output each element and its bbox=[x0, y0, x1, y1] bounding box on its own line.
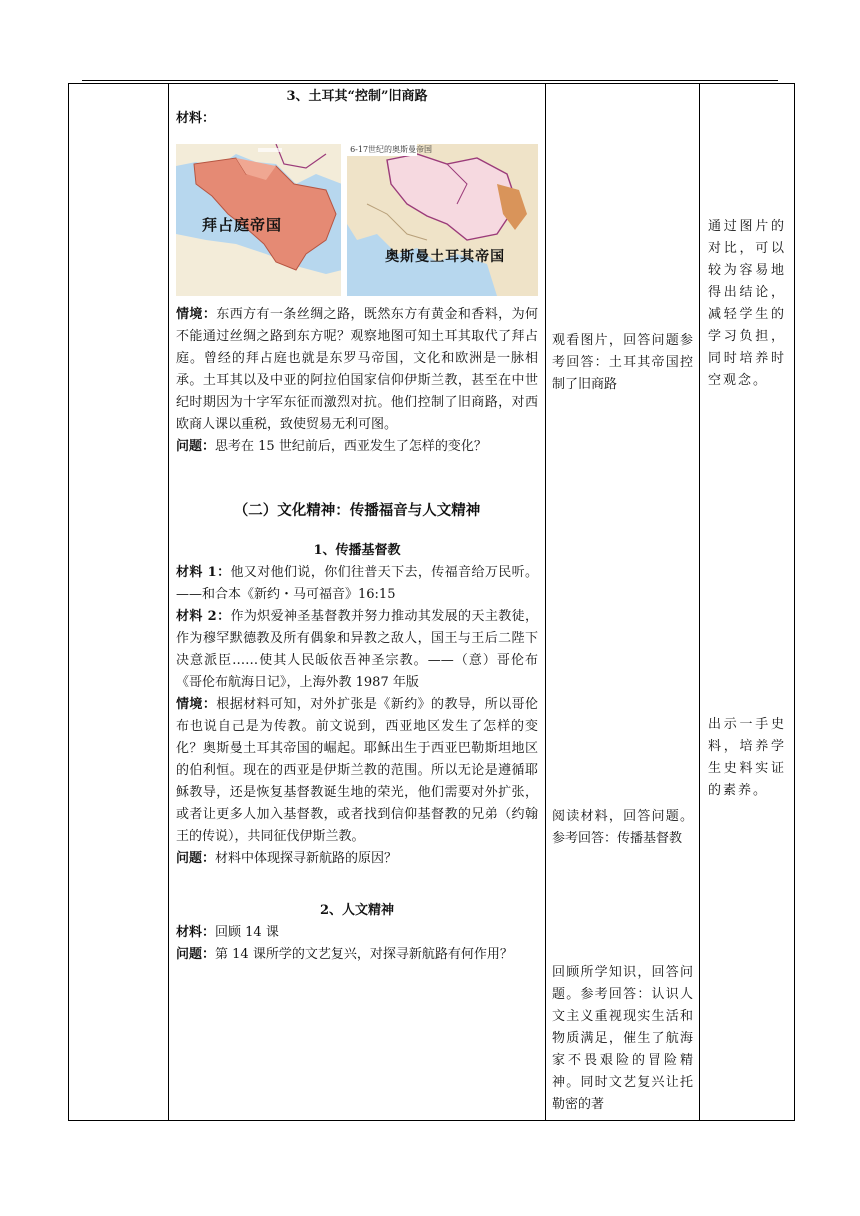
section1-material2-text: 作为炽爱神圣基督教并努力推动其发展的天主教徒，作为穆罕默德教及所有偶象和异教之敌人，国王与王后二陛下决意派臣……使其人民皈依吾神圣宗教。——（意）哥伦布《哥伦布航海日记》，上海外教 1987 年版 bbox=[176, 609, 538, 690]
section2-question-label: 问题： bbox=[176, 947, 216, 962]
ottoman-map bbox=[347, 144, 538, 296]
ottoman-map-title: 6-17世纪的奥斯曼帝国 bbox=[350, 145, 433, 154]
section1-material1-label: 材料 1： bbox=[176, 565, 231, 580]
section3-context-text: 东西方有一条丝绸之路，既然东方有黄金和香料，为何不能通过丝绸之路到东方呢？观察地图可知土耳其取代了拜占庭。曾经的拜占庭也就是东罗马帝国，文化和欧洲是一脉相承。土耳其以及中亚的阿拉伯国家信仰伊斯兰教，甚至在中世纪时期因为十字军东征而激烈对抗。他们控制了旧商路，对西欧商人课以重税，致使贸易无利可图。 bbox=[176, 307, 538, 432]
teaching-content-column bbox=[169, 84, 546, 1121]
section2-student-activity: 回顾所学知识，回答问题。参考回答：认识人文主义重视现实生活和物质满足，催生了航海家不畏艰险的冒险精神。同时文艺复兴让托勒密的著 bbox=[552, 965, 693, 1112]
section1-material1-text: 他又对他们说，你们往普天下去，传福音给万民听。——和合本《新约・马可福音》16:15 bbox=[176, 565, 538, 602]
byzantine-map bbox=[176, 144, 341, 296]
section2-heading: 2、人文精神 bbox=[319, 903, 395, 918]
section1-student-activity: 阅读材料，回答问题。参考回答：传播基督教 bbox=[552, 809, 693, 846]
ottoman-map-label: 奥斯曼土耳其帝国 bbox=[385, 249, 506, 265]
section1-question-text: 材料中体现探寻新航路的原因？ bbox=[215, 851, 398, 866]
header-rule bbox=[82, 80, 778, 81]
section2-material-text: 回顾 14 课 bbox=[215, 925, 279, 940]
section3-context-label: 情境： bbox=[176, 307, 217, 322]
section2-material-label: 材料： bbox=[176, 925, 216, 940]
byzantine-map-label: 拜占庭帝国 bbox=[202, 216, 283, 234]
section3-question-text: 思考在 15 世纪前后，西亚发生了怎样的变化？ bbox=[215, 439, 487, 454]
section1-context-label: 情境： bbox=[176, 697, 217, 712]
design-intent-column bbox=[700, 84, 795, 1121]
section3-student-activity: 观看图片，回答问题参考回答：土耳其帝国控制了旧商路 bbox=[552, 333, 693, 392]
map-comparison bbox=[176, 144, 538, 296]
section1-question-label: 问题： bbox=[176, 851, 216, 866]
part2-heading: （二）文化精神：传播福音与人文精神 bbox=[233, 502, 481, 519]
section3-material-label: 材料： bbox=[176, 111, 216, 126]
section1-design-intent: 出示一手史料，培养学生史料实证的素养。 bbox=[708, 717, 786, 798]
lesson-plan-table bbox=[68, 83, 795, 1121]
student-activity-column bbox=[546, 84, 700, 1121]
section1-material2-label: 材料 2： bbox=[176, 609, 231, 624]
section1-heading: 1、传播基督教 bbox=[313, 543, 401, 558]
stage-column bbox=[69, 84, 169, 1121]
section3-question-label: 问题： bbox=[176, 439, 216, 454]
section3-heading: 3、土耳其“控制”旧商路 bbox=[286, 89, 428, 104]
section1-context-text: 根据材料可知，对外扩张是《新约》的教导，所以哥伦布也说自己是为传教。前文说到，西亚地区发生了怎样的变化？奥斯曼土耳其帝国的崛起。耶稣出生于西亚巴勒斯坦地区的伯利恒。现在的西亚是伊斯兰教的范围。所以无论是遵循耶稣教导，还是恢复基督教诞生地的荣光，他们需要对外扩张，或者让更多人加入基督教，或者找到信仰基督教的兄弟（约翰王的传说），共同征伐伊斯兰教。 bbox=[176, 697, 538, 844]
section3-design-intent: 通过图片的对比，可以较为容易地得出结论，减轻学生的学习负担，同时培养时空观念。 bbox=[708, 219, 786, 388]
section2-question-text: 第 14 课所学的文艺复兴，对探寻新航路有何作用？ bbox=[215, 947, 513, 962]
